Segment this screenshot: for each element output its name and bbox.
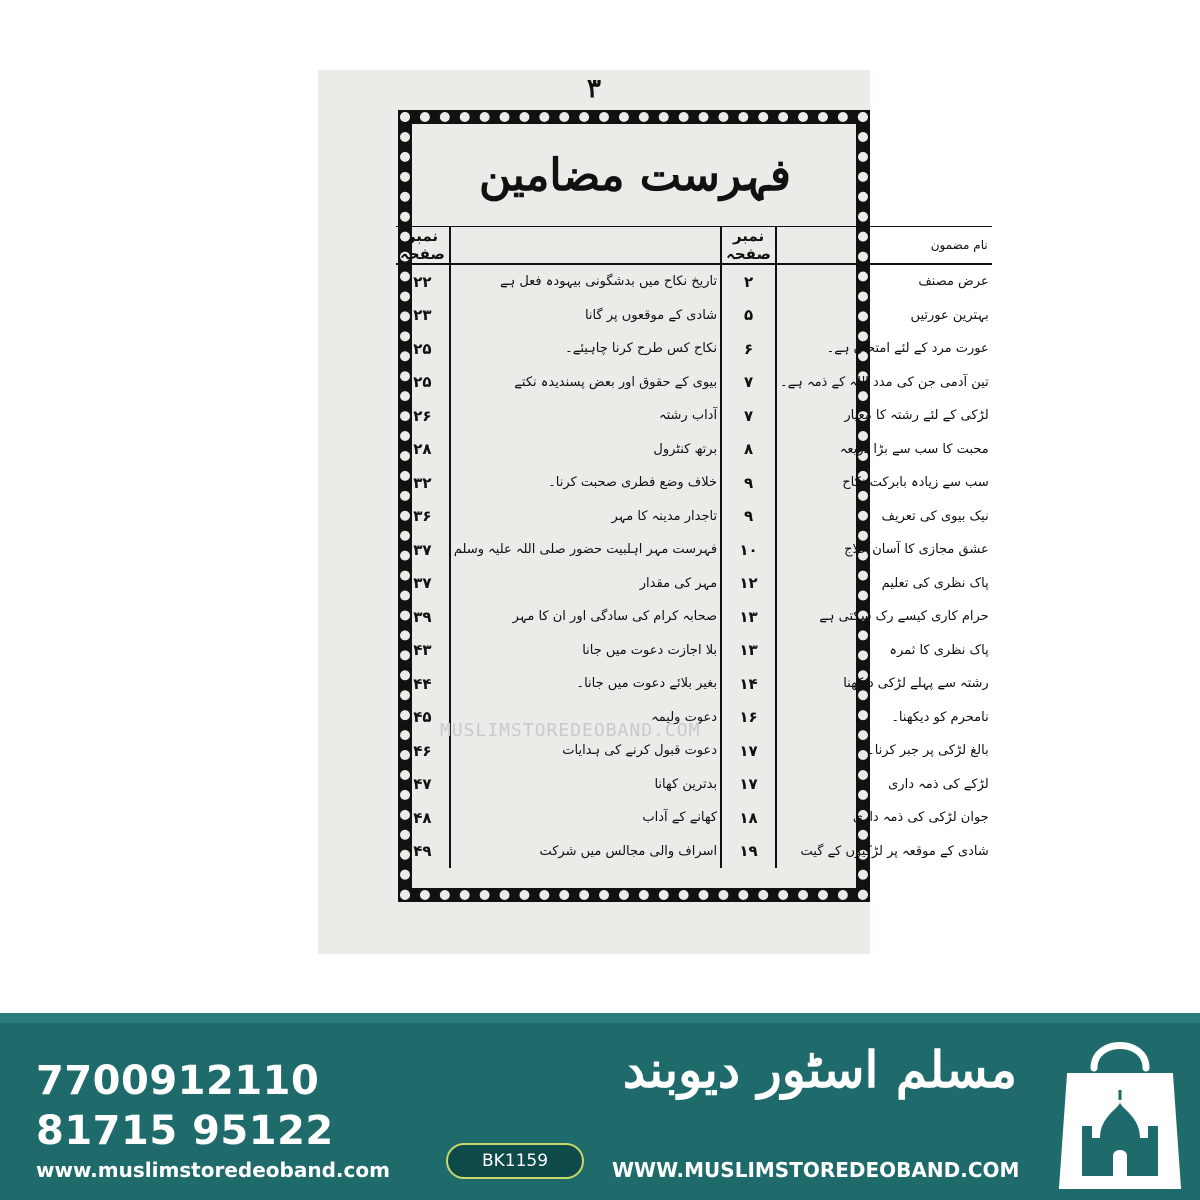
toc-entry-page: ۱۳ — [721, 600, 776, 634]
toc-entry-title: عرض مصنف — [918, 274, 989, 290]
toc-entry-page: ۴۵ — [396, 701, 450, 735]
toc-row — [396, 801, 992, 835]
toc-entry-title: دعوت قبول کرنے کی ہدایات — [562, 743, 718, 759]
toc-row — [396, 768, 992, 802]
toc-header-row — [396, 227, 992, 265]
toc-entry-page: ۱۷ — [721, 734, 776, 768]
toc-entry-title: خلاف وضع فطری صحبت کرنا۔ — [548, 475, 718, 491]
toc-entry-page: ۱۷ — [721, 768, 776, 802]
toc-entry-title: بالغ لڑکی پر جبر کرنا۔ — [867, 743, 989, 759]
toc-row — [396, 567, 992, 601]
toc-entry-page: ۳۶ — [396, 500, 450, 534]
brand-name-urdu: مسلم اسٹور دیوبند — [622, 1040, 1018, 1099]
toc-entry-title: تین آدمی جن کی مدد اللہ کے ذمہ ہے۔ — [779, 374, 989, 390]
toc-entry-title: عورت مرد کے لئے امتحان ہے۔ — [826, 341, 989, 357]
toc-row — [396, 264, 992, 299]
toc-entry-title: بغیر بلائے دعوت میں جانا۔ — [576, 676, 718, 692]
header-page-2: نمبر صفحہ — [396, 227, 450, 265]
toc-entry-page: ۴۹ — [396, 835, 450, 869]
header-page: نمبر صفحہ — [721, 227, 776, 265]
toc-entry-title: لڑکی کے لئے رشتہ کا معیار — [844, 408, 989, 424]
toc-entry-title: برتھ کنٹرول — [653, 441, 718, 457]
toc-entry-page: ۱۳ — [721, 634, 776, 668]
toc-row — [396, 533, 992, 567]
toc-entry-title: بدترین کھانا — [654, 776, 718, 792]
watermark: MUSLIMSTOREDEOBAND.COM — [440, 720, 701, 741]
page-number: ۳ — [587, 74, 601, 104]
toc-entry-title: مہر کی مقدار — [639, 575, 718, 591]
toc-table — [396, 226, 992, 868]
toc-entry-page: ۲۵ — [396, 332, 450, 366]
footer-stripe — [0, 1013, 1200, 1023]
toc-entry-page: ۴۶ — [396, 734, 450, 768]
toc-entry-title: بلا اجازت دعوت میں جانا — [582, 642, 718, 658]
toc-entry-page: ۴۳ — [396, 634, 450, 668]
toc-entry-title: لڑکے کی ذمہ داری — [888, 776, 989, 792]
toc-entry-page: ۵ — [721, 299, 776, 333]
toc-entry-page: ۳۹ — [396, 600, 450, 634]
toc-entry-page: ۲۲ — [396, 264, 450, 299]
toc-entry-page: ۲۳ — [396, 299, 450, 333]
toc-entry-title: تاجدار مدینہ کا مہر — [611, 508, 718, 524]
toc-entry-page: ۹ — [721, 500, 776, 534]
toc-entry-page: ۱۸ — [721, 801, 776, 835]
toc-entry-title: دعوت ولیمہ — [651, 709, 718, 725]
toc-row — [396, 433, 992, 467]
toc-entry-title: کھانے کے آداب — [642, 810, 718, 826]
toc-entry-title: رشتہ سے پہلے لڑکی دیکھنا — [843, 676, 989, 692]
toc-entry-page: ۱۴ — [721, 667, 776, 701]
toc-row — [396, 299, 992, 333]
toc-row — [396, 332, 992, 366]
toc-entry-title: اسراف والی مجالس میں شرکت — [539, 843, 718, 859]
toc-entry-page: ۷ — [721, 399, 776, 433]
toc-row — [396, 634, 992, 668]
toc-row — [396, 600, 992, 634]
toc-row — [396, 366, 992, 400]
toc-entry-page: ۲۸ — [396, 433, 450, 467]
toc-entry-page: ۱۶ — [721, 701, 776, 735]
toc-entry-title: صحابہ کرام کی سادگی اور ان کا مہر — [512, 609, 718, 625]
toc-entry-page: ۳۲ — [396, 466, 450, 500]
toc-row — [396, 500, 992, 534]
toc-entry-title: پاک نظری کا ثمرہ — [889, 642, 989, 658]
toc-entry-title: شادی کے موقعوں پر گانا — [584, 307, 718, 323]
toc-entry-page: ۴۴ — [396, 667, 450, 701]
toc-row — [396, 835, 992, 869]
toc-entry-title: عشق مجازی کا آسان علاج — [844, 542, 989, 558]
toc-entry-page: ۳۷ — [396, 567, 450, 601]
toc-entry-page: ۲ — [721, 264, 776, 299]
toc-entry-title: نکاح کس طرح کرنا چاہیئے۔ — [565, 341, 718, 357]
toc-entry-title: محبت کا سب سے بڑا ذریعہ — [839, 441, 989, 457]
toc-entry-title: حرام کاری کیسے رک سکتی ہے — [819, 609, 989, 625]
phone-number-1[interactable]: 7700912110 — [36, 1058, 320, 1104]
toc-entry-page: ۱۲ — [721, 567, 776, 601]
toc-entry-page: ۴۸ — [396, 801, 450, 835]
phone-number-2[interactable]: 81715 95122 — [36, 1108, 334, 1154]
shopping-bag-mosque-icon — [1050, 1030, 1190, 1192]
toc-entry-page: ۱۰ — [721, 533, 776, 567]
toc-entry-title: نامحرم کو دیکھنا۔ — [891, 709, 989, 725]
toc-entry-title: جوان لڑکی کی ذمہ داری — [852, 810, 989, 826]
toc-entry-title: شادی کے موقعہ پر لڑکیوں کے گیت — [800, 843, 989, 859]
toc-entry-title: بہترین عورتیں — [910, 307, 989, 323]
toc-entry-title: آداب رشتہ — [658, 408, 718, 424]
product-code-badge: BK1159 — [446, 1143, 584, 1179]
toc-entry-title: فہرست مہر اہلبیت حضور صلی اللہ علیہ وسلم — [453, 542, 718, 558]
toc-entry-page: ۳۷ — [396, 533, 450, 567]
header-title-2 — [450, 227, 721, 265]
brand-website[interactable]: WWW.MUSLIMSTOREDEOBAND.COM — [612, 1158, 1020, 1182]
toc-entry-page: ۷ — [721, 366, 776, 400]
toc-row — [396, 466, 992, 500]
header-title: نام مضمون — [776, 227, 992, 265]
toc-entry-page: ۴۷ — [396, 768, 450, 802]
toc-entry-title: پاک نظری کی تعلیم — [881, 575, 989, 591]
toc-entry-title: بیوی کے حقوق اور بعض پسندیدہ نکتے — [514, 374, 718, 390]
toc-entry-page: ۸ — [721, 433, 776, 467]
toc-entry-page: ۹ — [721, 466, 776, 500]
toc-entry-title: سب سے زیادہ بابرکت نکاح — [842, 475, 989, 491]
toc-entry-page: ۲۵ — [396, 366, 450, 400]
toc-entry-title: نیک بیوی کی تعریف — [881, 508, 989, 524]
toc-row — [396, 667, 992, 701]
toc-entry-title: تاریخ نکاح میں بدشگونی بیہودہ فعل ہے — [499, 274, 718, 290]
toc-entry-page: ۶ — [721, 332, 776, 366]
toc-row — [396, 399, 992, 433]
toc-entry-page: ۲۶ — [396, 399, 450, 433]
toc-title: فہرست مضامین — [479, 150, 791, 201]
website-link[interactable]: www.muslimstoredeoband.com — [36, 1158, 390, 1182]
toc-entry-page: ۱۹ — [721, 835, 776, 869]
